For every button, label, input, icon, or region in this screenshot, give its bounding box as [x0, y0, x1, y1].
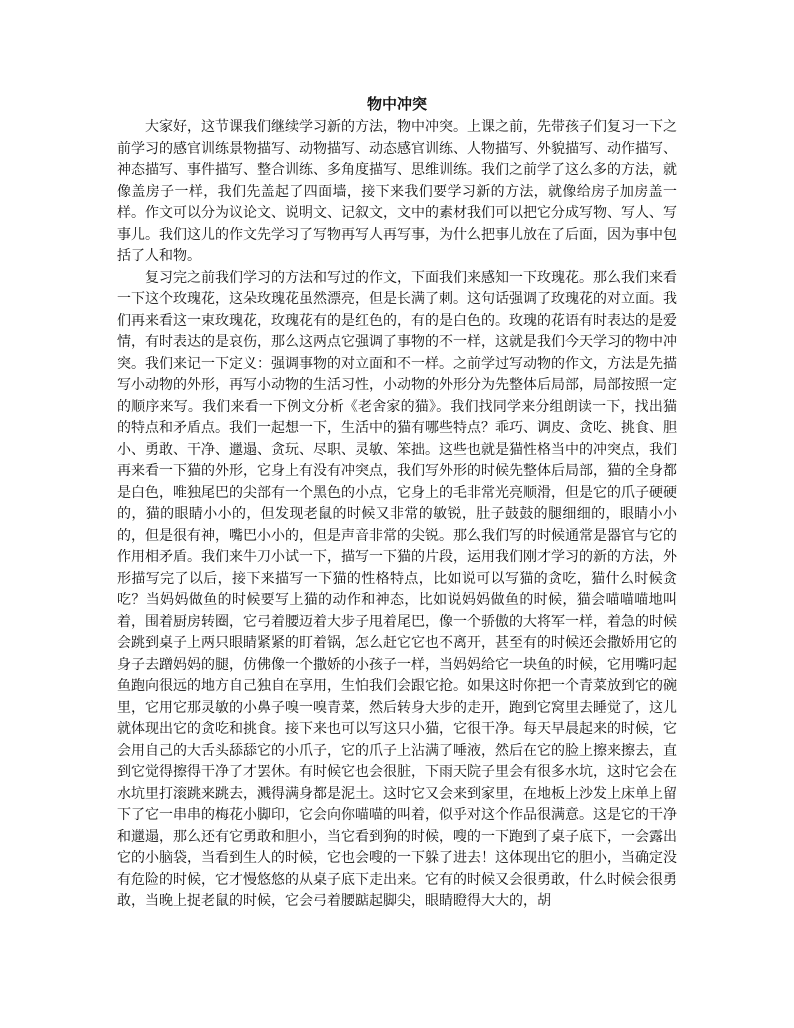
paragraph-body: 复习完之前我们学习的方法和写过的作文，下面我们来感知一下玫瑰花。那么我们来看一下这个玫瑰花，这朵玫瑰花虽然漂亮，但是长满了刺。这句话强调了玫瑰花的对立面。我们再来看这一束玫瑰花，玫瑰花有的是红色的，有的是白色的。玫瑰的花语有时表达的是爱情，有时表达的是哀伤，那么这两点它强调了事物的不一样，这就是我们今天学习的物中冲突。我们来记一下定义：强调事物的对立面和不一样。之前学过写动物的作文，方法是先描写小动物的外形，再写小动物的生活习性，小动物的外形分为先整体后局部，局部按照一定的顺序来写。我们来看一下例文分析《老舍家的猫》。我们找同学来分组朗读一下，找出猫的特点和矛盾点。我们一起想一下，生活中的猫有哪些特点？乖巧、调皮、贪吃、挑食、胆小、勇敢、干净、邋遢、贪玩、尽职、灵敏、笨拙。这些也就是猫性格当中的冲突点，我们再来看一下猫的外形，它身上有没有冲突点，我们写外形的时候先整体后局部，猫的全身都是白色，唯独尾巴的尖部有一个黑色的小点，它身上的毛非常光亮顺滑，但是它的爪子硬硬的，猫的眼睛小小的，但发现老鼠的时候又非常的敏锐，肚子鼓鼓的腿细细的，眼睛小小的，但是很有神，嘴巴小小的，但是声音非常的尖锐。那么我们写的时候通常是器官与它的作用相矛盾。我们来牛刀小试一下，描写一下猫的片段，运用我们刚才学习的新的方法，外形描写完了以后，接下来描写一下猫的性格特点，比如说可以写猫的贪吃，猫什么时候贪吃？当妈妈做鱼的时候要写上猫的动作和神态，比如说妈妈做鱼的时候，猫会喵喵喵地叫着，围着厨房转圈，它弓着腰迈着大步子甩着尾巴，像一个骄傲的大将军一样，着急的时候会跳到桌子上两只眼睛紧紧的盯着锅，怎么赶它它也不离开，甚至有的时候还会撒娇用它的身子去蹭妈妈的腿，仿佛像一个撒娇的小孩子一样，当妈妈给它一块鱼的时候，它用嘴叼起鱼跑向很远的地方自己独自在享用，生怕我们会跟它抢。如果这时你把一个青菜放到它的碗里，它用它那灵敏的小鼻子嗅一嗅青菜，然后转身大步的走开，跑到它窝里去睡觉了，这儿就体现出它的贪吃和挑食。接下来也可以写这只小猫，它很干净。每天早晨起来的时候，它会用自己的大舌头舔舔它的小爪子，它的爪子上沾满了唾液，然后在它的脸上擦来擦去，直到它觉得擦得干净了才罢休。有时候它也会很脏，下雨天院子里会有很多水坑，这时它会在水坑里打滚跳来跳去，溅得满身都是泥土。这时它又会来到家里，在地板上沙发上床单上留下了它一串串的梅花小脚印，它会向你喵喵的叫着，似乎对这个作品很满意。这是它的干净和邋遢，那么还有它勇敢和胆小，当它看到狗的时候，嗖的一下跑到了桌子底下，一会露出它的小脑袋，当看到生人的时候，它也会嗖的一下躲了进去！这体现出它的胆小，当确定没有危险的时候，它才慢悠悠的从桌子底下走出来。它有的时候又会很勇敢，什么时候会很勇敢，当晚上捉老鼠的时候，它会弓着腰踮起脚尖，眼睛瞪得大大的，胡: [117, 269, 677, 909]
document-title: 物中冲突: [366, 95, 427, 113]
document-page: [117, 92, 677, 913]
paragraph-intro: 大家好，这节课我们继续学习新的方法，物中冲突。上课之前，先带孩子们复习一下之前学习的感官训练景物描写、动物描写、动态感官训练、人物描写、外貌描写、动作描写、神态描写、事件描写、整合训练、多角度描写、思维训练。我们之前学了这么多的方法，就像盖房子一样，我们先盖起了四面墙，接下来我们要学习新的方法，就像给房子加房盖一样。作文可以分为议论文、说明文、记叙文，文中的素材我们可以把它分成写物、写人、写事儿。我们这儿的作文先学习了写物再写人再写事，为什么把事儿放在了后面，因为事中包括了人和物。: [117, 119, 677, 264]
